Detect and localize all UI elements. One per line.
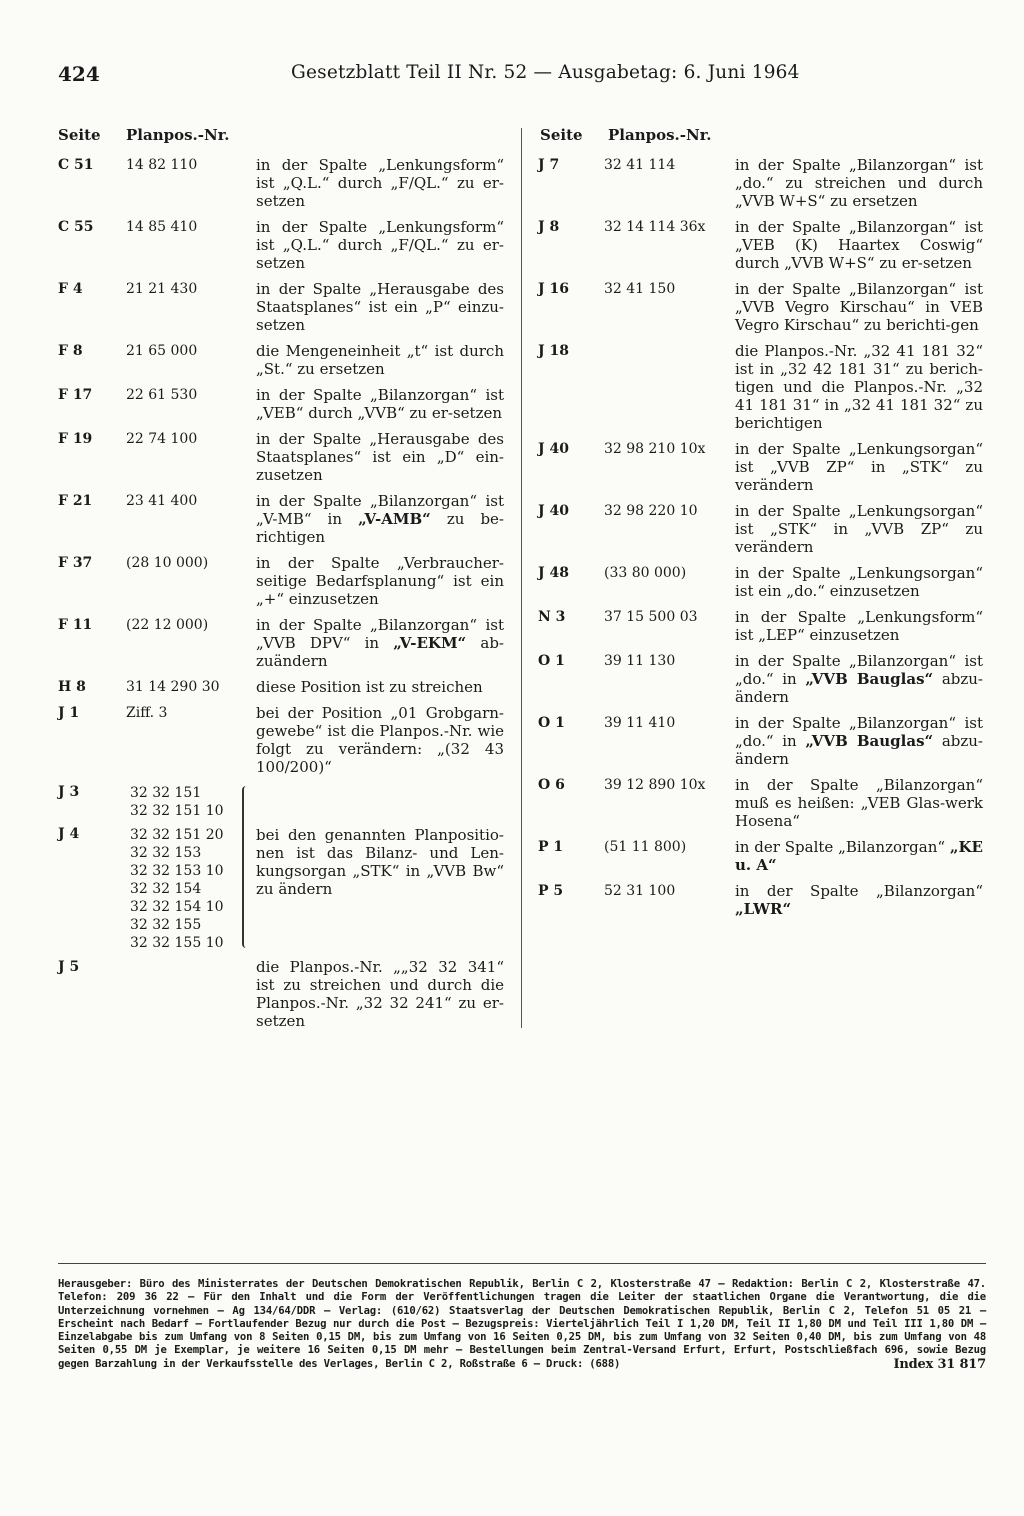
entry-planpos: 39 12 890 10x xyxy=(604,777,706,793)
entry-text xyxy=(256,616,504,670)
entry-text: die Mengeneinheit „t“ ist durch „St.“ zu ersetzen xyxy=(256,342,504,378)
entry-planpos: (28 10 000) xyxy=(126,555,209,571)
left-entry-list xyxy=(58,156,508,776)
entry-text: in der Spalte „Bilanzorgan“ ist „do.“ zu streichen und durch „VVB W+S“ zu ersetzen xyxy=(735,156,983,210)
index-number: Index 31 817 xyxy=(893,1356,986,1372)
entry-seite: O 6 xyxy=(538,777,565,793)
entry-text-part: abzu-ändern xyxy=(735,732,983,768)
list-item xyxy=(58,430,508,484)
entry-text: bei den genannten Planpositio-nen ist das Bilanz- und Len-kungsorgan „STK“ in „VVB Bw“ zu ändern xyxy=(256,826,504,898)
page-header xyxy=(58,62,958,92)
entry-planpos: 37 15 500 03 xyxy=(604,609,698,625)
entry-text xyxy=(735,714,983,768)
entry-text: in der Spalte „Herausgabe des Staatsplanes“ ist ein „P“ einzu-setzen xyxy=(256,280,504,334)
entry-text xyxy=(735,652,983,706)
entry-text-emphasis: „V-AMB“ xyxy=(358,510,431,528)
entry-text-part: in der Spalte „Bilanzorgan“ ist „do.“ in xyxy=(735,652,983,688)
list-item xyxy=(58,386,508,422)
entry-seite: C 55 xyxy=(58,219,94,235)
entry-seite: J 5 xyxy=(58,959,80,975)
entry-planpos: 22 74 100 xyxy=(126,431,198,447)
list-item xyxy=(538,776,986,830)
seite-header: Seite xyxy=(540,126,583,144)
list-item xyxy=(538,502,986,556)
entry-seite: J 3 xyxy=(58,784,80,800)
list-item xyxy=(538,156,986,210)
entry-planpos: 52 31 100 xyxy=(604,883,676,899)
entry-seite: J 40 xyxy=(538,503,569,519)
list-item xyxy=(58,554,508,608)
list-item xyxy=(58,704,508,776)
entry-text: die Planpos.-Nr. „32 41 181 32“ ist in „32 42 181 31“ zu berich-tigen und die Planpos.-Nr. „32 41 181 31“ in „32 41 181 32“ zu berichtigen xyxy=(735,342,983,432)
entry-seite: J 8 xyxy=(538,219,560,235)
entry-seite: P 1 xyxy=(538,839,564,855)
entry-seite: F 8 xyxy=(58,343,83,359)
entry-planpos: Ziff. 3 xyxy=(126,705,168,721)
right-entry-list xyxy=(538,156,986,918)
list-item xyxy=(58,678,508,696)
entry-seite: N 3 xyxy=(538,609,566,625)
entry-text: in der Spalte „Verbraucher-seitige Bedarfsplanung“ ist ein „+“ einzusetzen xyxy=(256,554,504,608)
imprint-text xyxy=(58,1278,986,1371)
list-item xyxy=(538,838,986,874)
entry-seite: J 40 xyxy=(538,441,569,457)
entry-text: in der Spalte „Bilanzorgan“ ist „VVB Vegro Kirschau“ in VEB Vegro Kirschau“ zu berichti-gen xyxy=(735,280,983,334)
entry-seite: H 8 xyxy=(58,679,86,695)
entry-planpos: 39 11 410 xyxy=(604,715,676,731)
entry-seite: O 1 xyxy=(538,653,565,669)
entry-text: in der Spalte „Herausgabe des Staatsplanes“ ist ein „D“ ein-zusetzen xyxy=(256,430,504,484)
entry-text-emphasis: „VVB Bauglas“ xyxy=(805,670,934,688)
entry-seite: J 16 xyxy=(538,281,569,297)
list-item xyxy=(538,714,986,768)
list-item xyxy=(538,882,986,918)
entry-seite: J 1 xyxy=(58,705,80,721)
entry-planpos: 21 21 430 xyxy=(126,281,198,297)
entry-text: in der Spalte „Lenkungsform“ ist „Q.L.“ durch „F/QL.“ zu er-setzen xyxy=(256,218,504,272)
entry-text: in der Spalte „Lenkungsorgan“ ist „STK“ in „VVB ZP“ zu verändern xyxy=(735,502,983,556)
entry-planpos: 32 32 151 32 32 151 10 xyxy=(130,785,224,819)
list-item xyxy=(538,608,986,644)
entry-text-part: in der Spalte „Bilanzorgan“ ist „V-MB“ in xyxy=(256,492,504,528)
entry-text: in der Spalte „Lenkungsorgan“ ist ein „do.“ einzusetzen xyxy=(735,564,983,600)
entry-planpos: 32 41 114 xyxy=(604,157,676,173)
entry-text: die Planpos.-Nr. „„32 32 341“ ist zu streichen und durch die Planpos.-Nr. „32 32 241“ zu er-setzen xyxy=(256,958,504,1030)
planpos-header: Planpos.-Nr. xyxy=(608,126,712,144)
imprint-footer xyxy=(58,1263,986,1371)
entry-seite: J 7 xyxy=(538,157,560,173)
entry-planpos: (33 80 000) xyxy=(604,565,687,581)
entry-text-part: in der Spalte „Bilanzorgan“ ist „VVB DPV“ in xyxy=(256,616,504,652)
page-number: 424 xyxy=(58,62,100,86)
entry-text: in der Spalte „Bilanzorgan“ ist „VEB (K) Haartex Coswig“ durch „VVB W+S“ zu er-setzen xyxy=(735,218,983,272)
entry-planpos: 22 61 530 xyxy=(126,387,198,403)
entry-seite: F 21 xyxy=(58,493,93,509)
entry-text xyxy=(735,838,983,874)
entry-seite: J 48 xyxy=(538,565,569,581)
entry-planpos: 32 14 114 36x xyxy=(604,219,706,235)
entry-planpos: 32 98 220 10 xyxy=(604,503,698,519)
entry-seite: F 17 xyxy=(58,387,93,403)
seite-header: Seite xyxy=(58,126,101,144)
entry-seite: J 4 xyxy=(58,826,80,842)
entry-seite: F 4 xyxy=(58,281,83,297)
grouped-entry xyxy=(58,784,508,952)
entry-planpos: 39 11 130 xyxy=(604,653,676,669)
planpos-header: Planpos.-Nr. xyxy=(126,126,230,144)
entry-text xyxy=(256,492,504,546)
left-column-header xyxy=(58,126,508,156)
entry-text-emphasis: „VVB Bauglas“ xyxy=(805,732,934,750)
footer-rule xyxy=(58,1263,986,1264)
entry-seite: F 19 xyxy=(58,431,93,447)
entry-text: bei der Position „01 Grobgarn-gewebe“ ist die Planpos.-Nr. wie folgt zu verändern: „(32 43 100/200)“ xyxy=(256,704,504,776)
entry-text: in der Spalte „Lenkungsorgan“ ist „VVB ZP“ in „STK“ zu verändern xyxy=(735,440,983,494)
entry-seite: P 5 xyxy=(538,883,564,899)
list-item xyxy=(538,564,986,600)
entry-text-part: ab-zuändern xyxy=(256,634,504,670)
entry-text: diese Position ist zu streichen xyxy=(256,678,483,696)
right-column-header xyxy=(538,126,986,156)
entry-text: in der Spalte „Bilanzorgan“ muß es heißen: „VEB Glas-werk Hosena“ xyxy=(735,776,983,830)
entry-seite: J 18 xyxy=(538,343,569,359)
list-item xyxy=(58,218,508,272)
entry-text-part: in der Spalte „Bilanzorgan“ xyxy=(735,882,983,900)
entry-text-part: zu be-richtigen xyxy=(256,510,504,546)
entry-planpos: 32 32 151 20 32 32 153 32 32 153 10 32 32 154 32 32 154 10 32 32 155 32 32 155 10 xyxy=(130,827,224,951)
entry-seite: F 11 xyxy=(58,617,93,633)
list-item xyxy=(538,440,986,494)
entry-planpos: 31 14 290 30 xyxy=(126,679,220,695)
column-divider xyxy=(521,128,522,1028)
list-item xyxy=(58,342,508,378)
entry-text-emphasis: „LWR“ xyxy=(735,900,792,918)
entry-seite: F 37 xyxy=(58,555,93,571)
grouping-brace xyxy=(242,786,250,948)
list-item xyxy=(538,342,986,432)
entry-planpos: (51 11 800) xyxy=(604,839,687,855)
list-item xyxy=(538,280,986,334)
imprint-body: Herausgeber: Büro des Ministerrates der Deutschen Demokratischen Republik, Berlin C 2, Klosterstraße 47 – Redaktion: Berlin C 2, Klosterstraße 47. Telefon: 209 36 22 – Für den Inhalt und die Form der Veröffentlichungen tragen die Leiter der staatlichen Organe die Verantwortung, die die Unterzeichnung vornehmen – Ag 134/64/DDR – Verlag: (610/62) Staatsverlag der Deutschen Demokratischen Republik, Berlin C 2, Telefon 51 05 21 – Erscheint nach Bedarf – Fortlaufender Bezug nur durch die Post – Bezugspreis: Vierteljährlich Teil I 1,20 DM, Teil II 1,80 DM und Teil III 1,80 DM – Einzelabgabe bis zum Umfang von 8 Seiten 0,15 DM, bis zum Umfang von 16 Seiten 0,25 DM, bis zum Umfang von 32 Seiten 0,40 DM, bis zum Umfang von 48 Seiten 0,55 DM je Exemplar, je weitere 16 Seiten 0,15 DM mehr – Bestellungen beim Zentral-Versand Erfurt, Erfurt, Postschließfach 696, sowie Bezug gegen Barzahlung in der Verkaufsstelle des Verlages, Berlin C 2, Roßstraße 6 – Druck: (688) xyxy=(58,1278,986,1370)
entry-text: in der Spalte „Lenkungsform“ ist „LEP“ einzusetzen xyxy=(735,608,983,644)
list-item xyxy=(58,280,508,334)
entry-text: in der Spalte „Bilanzorgan“ ist „VEB“ durch „VVB“ zu er-setzen xyxy=(256,386,504,422)
entry-text-emphasis: „KE u. A“ xyxy=(735,838,983,874)
entry-text-part: in der Spalte „Bilanzorgan“ xyxy=(735,838,950,856)
entry-seite: O 1 xyxy=(538,715,565,731)
entry-text: in der Spalte „Lenkungsform“ ist „Q.L.“ durch „F/QL.“ zu er-setzen xyxy=(256,156,504,210)
entry-planpos: 14 82 110 xyxy=(126,157,198,173)
entry-text-part: abzu-ändern xyxy=(735,670,983,706)
entry-planpos: 14 85 410 xyxy=(126,219,198,235)
entry-text-emphasis: „V-EKM“ xyxy=(393,634,467,652)
entry-planpos: 32 41 150 xyxy=(604,281,676,297)
entry-text-part: in der Spalte „Bilanzorgan“ ist „do.“ in xyxy=(735,714,983,750)
entry-planpos: (22 12 000) xyxy=(126,617,209,633)
header-title: Gesetzblatt Teil II Nr. 52 — Ausgabetag: 6. Juni 1964 xyxy=(291,62,800,83)
list-item xyxy=(538,652,986,706)
entry-seite: C 51 xyxy=(58,157,94,173)
list-item xyxy=(58,492,508,546)
entry-planpos: 32 98 210 10x xyxy=(604,441,706,457)
entry-planpos: 23 41 400 xyxy=(126,493,198,509)
right-column xyxy=(538,126,986,926)
entry-planpos: 21 65 000 xyxy=(126,343,198,359)
entry-text xyxy=(735,882,983,918)
list-item xyxy=(58,156,508,210)
list-item xyxy=(58,616,508,670)
list-item xyxy=(58,958,508,1030)
list-item xyxy=(538,218,986,272)
left-column xyxy=(58,126,508,1038)
